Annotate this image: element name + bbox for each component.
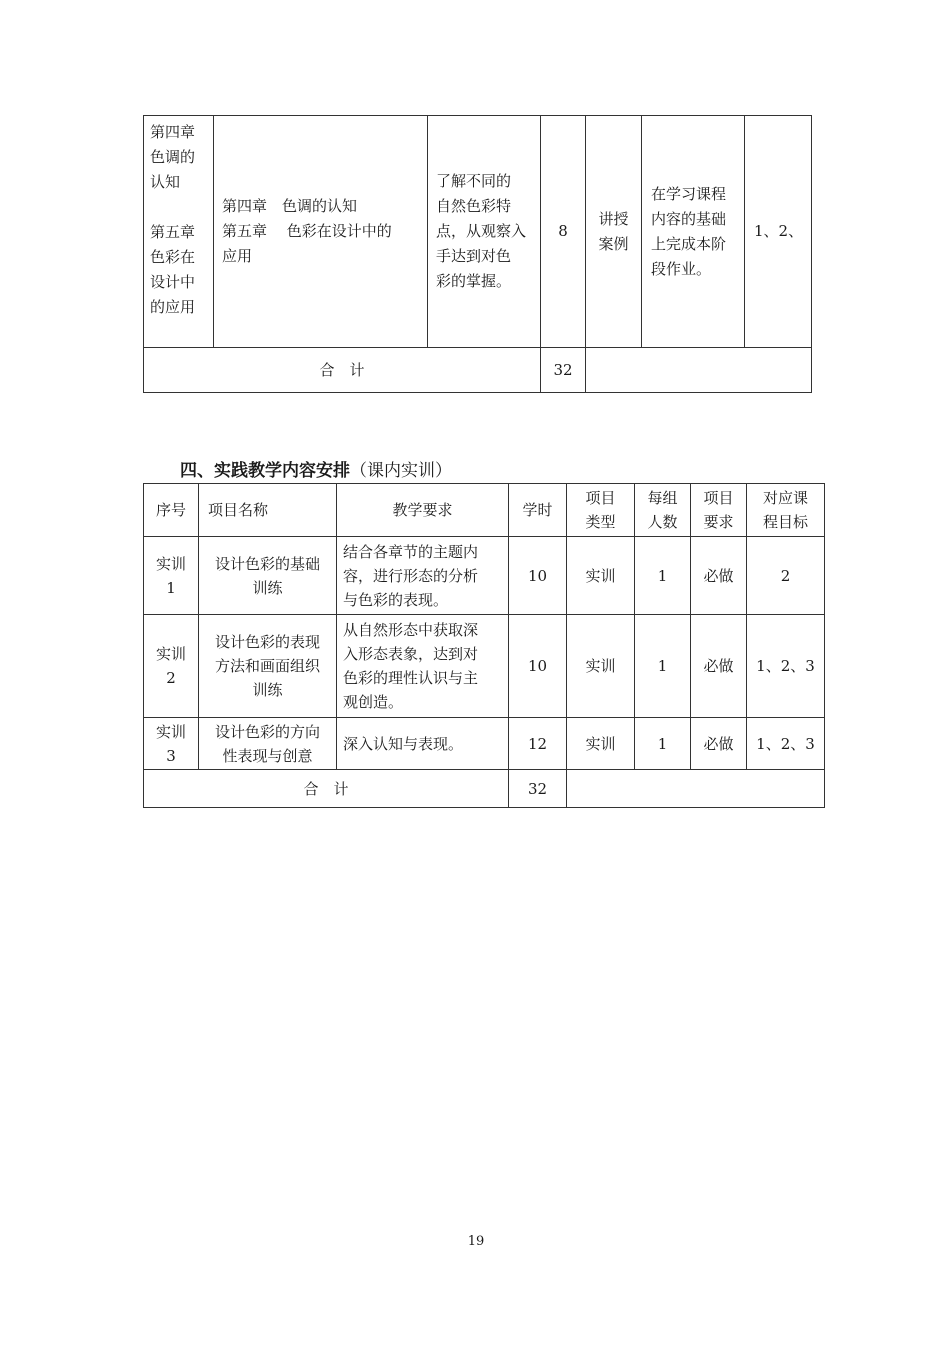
text-line: 3 [166,746,176,765]
chapter-cell [144,116,214,348]
text-line: 对应课 [762,489,808,507]
text-line: 设计色彩的基础 [214,554,320,573]
header-type [567,484,635,537]
text-line: 第五章 色彩在设计中的 [222,222,392,240]
table-row [144,116,812,348]
row-requirement [337,718,509,770]
row-seq [144,615,199,718]
text-line: 案例 [598,234,629,253]
text-line: 的应用 [150,298,196,316]
row-seq [144,718,199,770]
text-line: 与色彩的表现。 [343,590,449,609]
row-required: 必做 [691,537,747,615]
text-line: 每组 [647,489,678,507]
text-line: 在学习课程 [651,184,727,203]
text-line: 观创造。 [343,693,404,711]
text-line: 应用 [222,247,253,265]
text-line: 性表现与创意 [222,746,313,765]
total-row [144,348,812,393]
text-line: 认知 [150,173,181,191]
table-row [144,537,825,615]
text-line: 结合各章节的主题内 [343,542,479,561]
row-name [199,718,337,770]
header-seq: 序号 [144,484,199,537]
hours-cell: 8 [541,116,586,348]
text-line: 自然色彩特 [436,197,512,215]
text-line: 第四章 [150,123,196,141]
text-line: 色彩在 [150,248,196,266]
page-number: 19 [467,1234,485,1249]
row-name [199,615,337,718]
text-line: 深入认知与表现。 [343,734,464,753]
total-row [144,770,825,808]
text-line: 了解不同的 [436,172,512,190]
text-line: 段作业。 [651,259,712,278]
text-line: 第四章 色调的认知 [222,197,358,215]
text-line: 类型 [585,513,616,531]
section-heading [180,458,452,484]
total-empty [586,348,812,393]
text-line: 讲授 [598,209,629,228]
row-name [199,537,337,615]
section-heading-normal: （课内实训） [350,461,452,481]
text-line: 第五章 [150,223,196,241]
row-type: 实训 [567,537,635,615]
section-heading-bold: 四、实践教学内容安排 [180,461,350,481]
total-hours: 32 [541,348,586,393]
text-line: 1 [166,578,176,597]
method-cell [586,116,642,348]
text-line: 设计色彩的表现 [214,633,320,651]
text-line: 设计色彩的方向 [214,722,320,741]
table-row [144,718,825,770]
header-people [635,484,691,537]
header-row [144,484,825,537]
row-goal: 1、2、3 [747,718,825,770]
row-people: 1 [635,537,691,615]
text-line: 内容的基础 [651,209,727,228]
row-hours: 12 [509,718,567,770]
row-type: 实训 [567,615,635,718]
row-people: 1 [635,615,691,718]
text-line: 训练 [252,578,283,597]
homework-cell [642,116,745,348]
header-goal [747,484,825,537]
practice-table [143,483,825,808]
text-line: 容，进行形态的分析 [343,566,479,585]
row-requirement [337,615,509,718]
row-type: 实训 [567,718,635,770]
header-name: 项目名称 [199,484,337,537]
header-hours: 学时 [509,484,567,537]
total-hours: 32 [509,770,567,808]
goal-cell: 1、2、 [745,116,812,348]
text-line: 从自然形态中获取深 [343,621,479,639]
total-label: 合 计 [144,770,509,808]
row-people: 1 [635,718,691,770]
header-requirement: 教学要求 [337,484,509,537]
row-required: 必做 [691,615,747,718]
row-seq [144,537,199,615]
row-goal: 1、2、3 [747,615,825,718]
text-line: 训练 [252,681,283,699]
text-line: 色彩的理性认识与主 [343,669,479,687]
text-line: 彩的掌握。 [436,272,512,290]
text-line: 2 [166,669,176,687]
text-line: 实训 [155,722,186,741]
theory-table [143,115,812,393]
text-line: 要求 [703,513,734,531]
text-line: 手达到对色 [436,247,512,265]
content-cell [214,116,428,348]
text-line: 项目 [703,489,734,507]
text-line: 程目标 [762,513,808,531]
row-hours: 10 [509,615,567,718]
total-empty [567,770,825,808]
text-line: 实训 [155,645,186,663]
header-required [691,484,747,537]
row-hours: 10 [509,537,567,615]
table-row [144,615,825,718]
row-goal: 2 [747,537,825,615]
text-line [150,195,207,220]
row-requirement [337,537,509,615]
text-line: 人数 [647,513,678,531]
text-line: 上完成本阶 [651,234,727,253]
text-line: 方法和画面组织 [214,657,320,675]
text-line: 实训 [155,554,186,573]
text-line: 点，从观察入 [436,222,527,240]
row-required: 必做 [691,718,747,770]
total-label: 合 计 [144,348,541,393]
text-line: 色调的 [150,148,196,166]
requirement-cell [428,116,541,348]
text-line: 入形态表象，达到对 [343,645,479,663]
text-line: 项目 [585,489,616,507]
text-line: 设计中 [150,273,196,291]
